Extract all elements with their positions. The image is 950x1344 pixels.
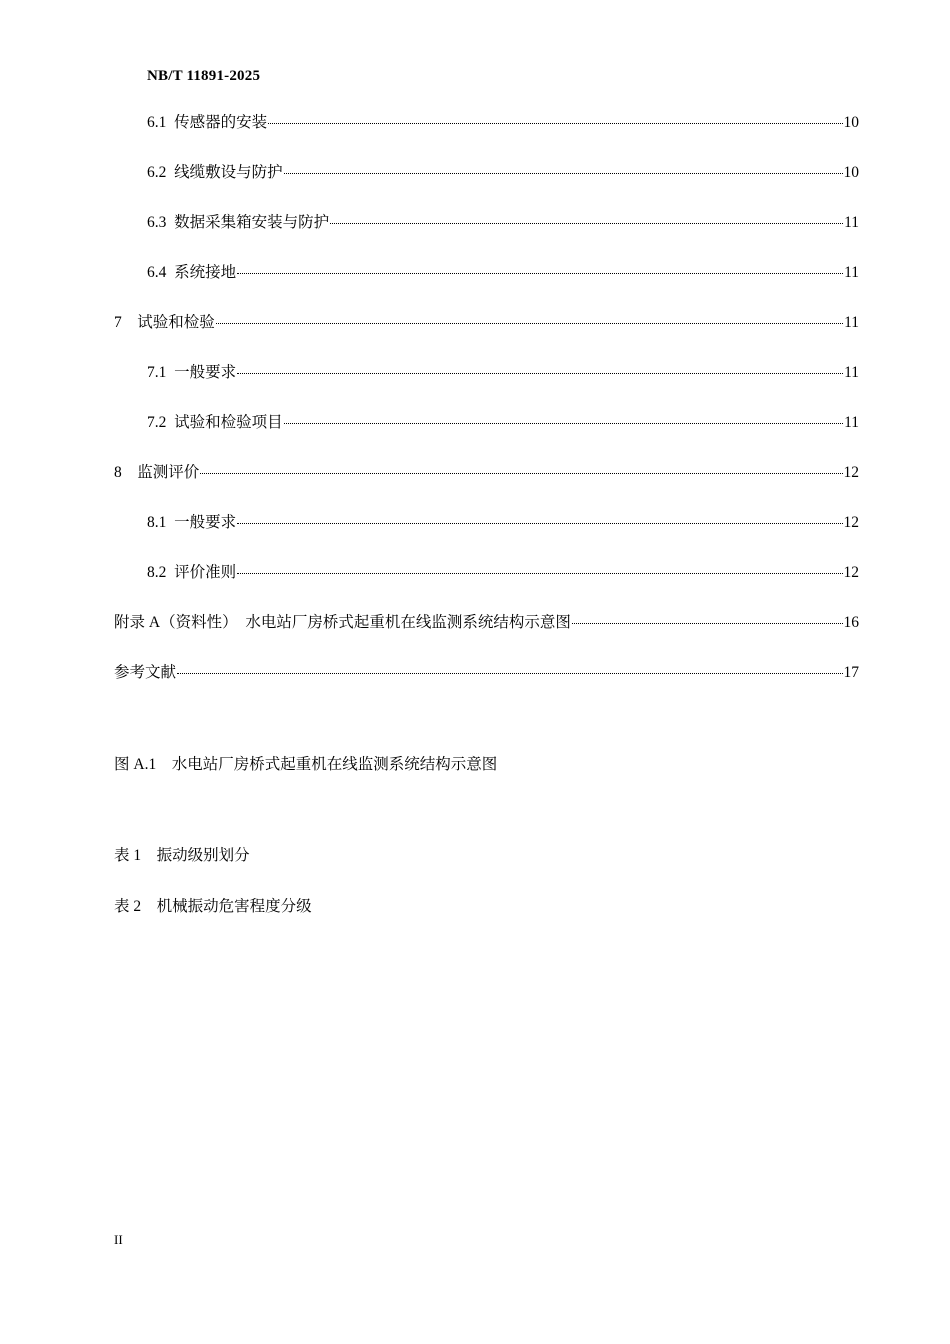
- toc-entry-label: 6.2 线缆敷设与防护: [147, 164, 283, 181]
- table-list-item[interactable]: 表 1 振动级别划分: [114, 847, 250, 864]
- toc-leader-dots: [237, 272, 843, 274]
- toc-leader-dots: [284, 172, 843, 174]
- toc-leader-dots: [284, 422, 843, 424]
- standard-number-header: NB/T 11891-2025: [147, 68, 261, 84]
- toc-entry-page: 12: [843, 464, 859, 481]
- toc-entry-page: 12: [843, 514, 859, 531]
- toc-entry[interactable]: [147, 263, 859, 283]
- toc-entry-page: 11: [844, 414, 859, 431]
- toc-entry-label: 7 试验和检验: [114, 314, 215, 331]
- toc-leader-dots: [237, 372, 843, 374]
- toc-entry[interactable]: [147, 213, 859, 233]
- toc-entry-page: 10: [843, 114, 859, 131]
- toc-entry-label: 6.3 数据采集箱安装与防护: [147, 214, 330, 231]
- toc-entry[interactable]: [114, 313, 859, 333]
- toc-entry-page: 10: [843, 164, 859, 181]
- toc-entry-label: 8 监测评价: [114, 464, 200, 481]
- toc-entry-page: 11: [844, 314, 859, 331]
- toc-entry-label: 6.1 传感器的安装: [147, 114, 268, 131]
- toc-entry-label: 8.1 一般要求: [147, 514, 237, 531]
- toc-leader-dots: [237, 572, 842, 574]
- toc-entry-label: 参考文献: [114, 664, 177, 681]
- toc-leader-dots: [216, 322, 843, 324]
- toc-entry-page: 11: [844, 264, 859, 281]
- toc-entry-page: 11: [844, 214, 859, 231]
- page-number: II: [114, 1232, 123, 1247]
- toc-entry[interactable]: [114, 463, 859, 483]
- toc-leader-dots: [572, 622, 843, 624]
- toc-entry-label: 6.4 系统接地: [147, 264, 237, 281]
- toc-entry-label: 8.2 评价准则: [147, 564, 237, 581]
- toc-entry-label: 7.2 试验和检验项目: [147, 414, 283, 431]
- toc-entry-page: 16: [843, 614, 859, 631]
- toc-entry-appendix[interactable]: [114, 613, 859, 633]
- toc-entry-page: 17: [843, 664, 859, 681]
- toc-entry[interactable]: [147, 363, 859, 383]
- toc-entry[interactable]: [147, 113, 859, 133]
- toc-leader-dots: [237, 522, 842, 524]
- table-list-item[interactable]: 表 2 机械振动危害程度分级: [114, 898, 312, 915]
- toc-entry[interactable]: [147, 163, 859, 183]
- toc-entry-label: 7.1 一般要求: [147, 364, 237, 381]
- toc-entry[interactable]: [147, 413, 859, 433]
- toc-leader-dots: [177, 672, 842, 674]
- toc-leader-dots: [268, 122, 842, 124]
- toc-entry-page: 12: [843, 564, 859, 581]
- figure-list-item[interactable]: 图 A.1 水电站厂房桥式起重机在线监测系统结构示意图: [114, 756, 498, 773]
- toc-leader-dots: [200, 472, 842, 474]
- toc-entry-page: 11: [844, 364, 859, 381]
- toc-leader-dots: [330, 222, 843, 224]
- toc-entry[interactable]: [147, 563, 859, 583]
- toc-entry-references[interactable]: [114, 663, 859, 683]
- toc-entry[interactable]: [147, 513, 859, 533]
- toc-entry-label: 附录 A（资料性） 水电站厂房桥式起重机在线监测系统结构示意图: [114, 614, 571, 631]
